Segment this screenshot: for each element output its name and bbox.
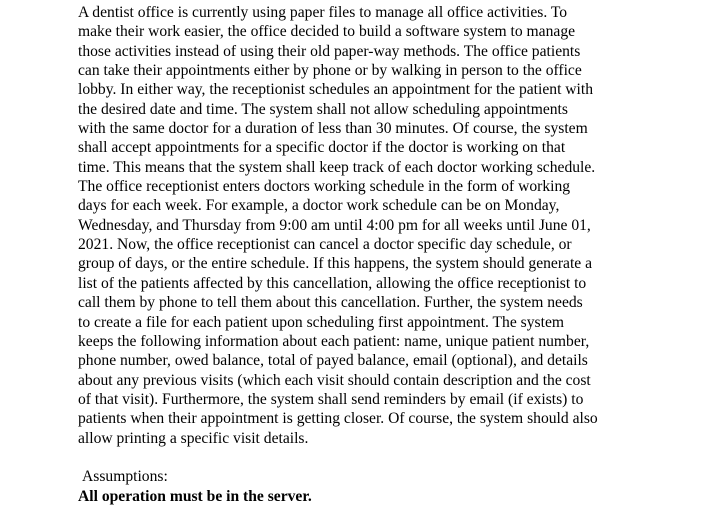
paragraph-line: allow printing a specific visit details.	[78, 429, 309, 447]
paragraph-line: can take their appointments either by phone or by walking in person to the office	[78, 62, 582, 80]
paragraph-line: time. This means that the system shall keep track of each doctor working schedule.	[78, 158, 596, 176]
problem-description-paragraph	[78, 3, 678, 448]
paragraph-line: about any previous visits (which each visit should contain description and the cost	[78, 371, 591, 389]
paragraph-line: of that visit). Furthermore, the system shall send reminders by email (if exists) to	[78, 390, 584, 408]
assumption-statement: All operation must be in the server.	[78, 488, 312, 505]
paragraph-line: with the same doctor for a duration of less than 30 minutes. Of course, the system	[78, 120, 588, 138]
paragraph-line: phone number, owed balance, total of payed balance, email (optional), and details	[78, 352, 588, 370]
paragraph-line: group of days, or the entire schedule. If this happens, the system should generate a	[78, 255, 593, 273]
paragraph-line: shall accept appointments for a specific doctor if the doctor is working on that	[78, 139, 566, 157]
paragraph-line: lobby. In either way, the receptionist schedules an appointment for the patient with	[78, 81, 594, 99]
paragraph-line: Wednesday, and Thursday from 9:00 am until 4:00 pm for all weeks until June 01,	[78, 216, 591, 234]
paragraph-line: The office receptionist enters doctors working schedule in the form of working	[78, 178, 571, 196]
paragraph-line: keeps the following information about each patient: name, unique patient number,	[78, 332, 590, 350]
paragraph-line: A dentist office is currently using paper files to manage all office activities. To	[78, 4, 568, 21]
paragraph-line: the desired date and time. The system shall not allow scheduling appointments	[78, 100, 568, 118]
paragraph-line: list of the patients affected by this cancellation, allowing the office receptionist to	[78, 274, 587, 292]
paragraph-line: call them by phone to tell them about this cancellation. Further, the system needs	[78, 294, 583, 312]
paragraph-line: make their work easier, the office decided to build a software system to manage	[78, 23, 576, 41]
paragraph-line: days for each week. For example, a doctor work schedule can be on Monday,	[78, 197, 560, 215]
paragraph-line: patients when their appointment is getting closer. Of course, the system should also	[78, 410, 598, 428]
paragraph-line: 2021. Now, the office receptionist can cancel a doctor specific day schedule, or	[78, 236, 572, 254]
paragraph-line: to create a file for each patient upon scheduling first appointment. The system	[78, 313, 564, 331]
assumptions-heading: Assumptions:	[82, 468, 168, 485]
paragraph-line: those activities instead of using their old paper-way methods. The office patients	[78, 42, 581, 60]
